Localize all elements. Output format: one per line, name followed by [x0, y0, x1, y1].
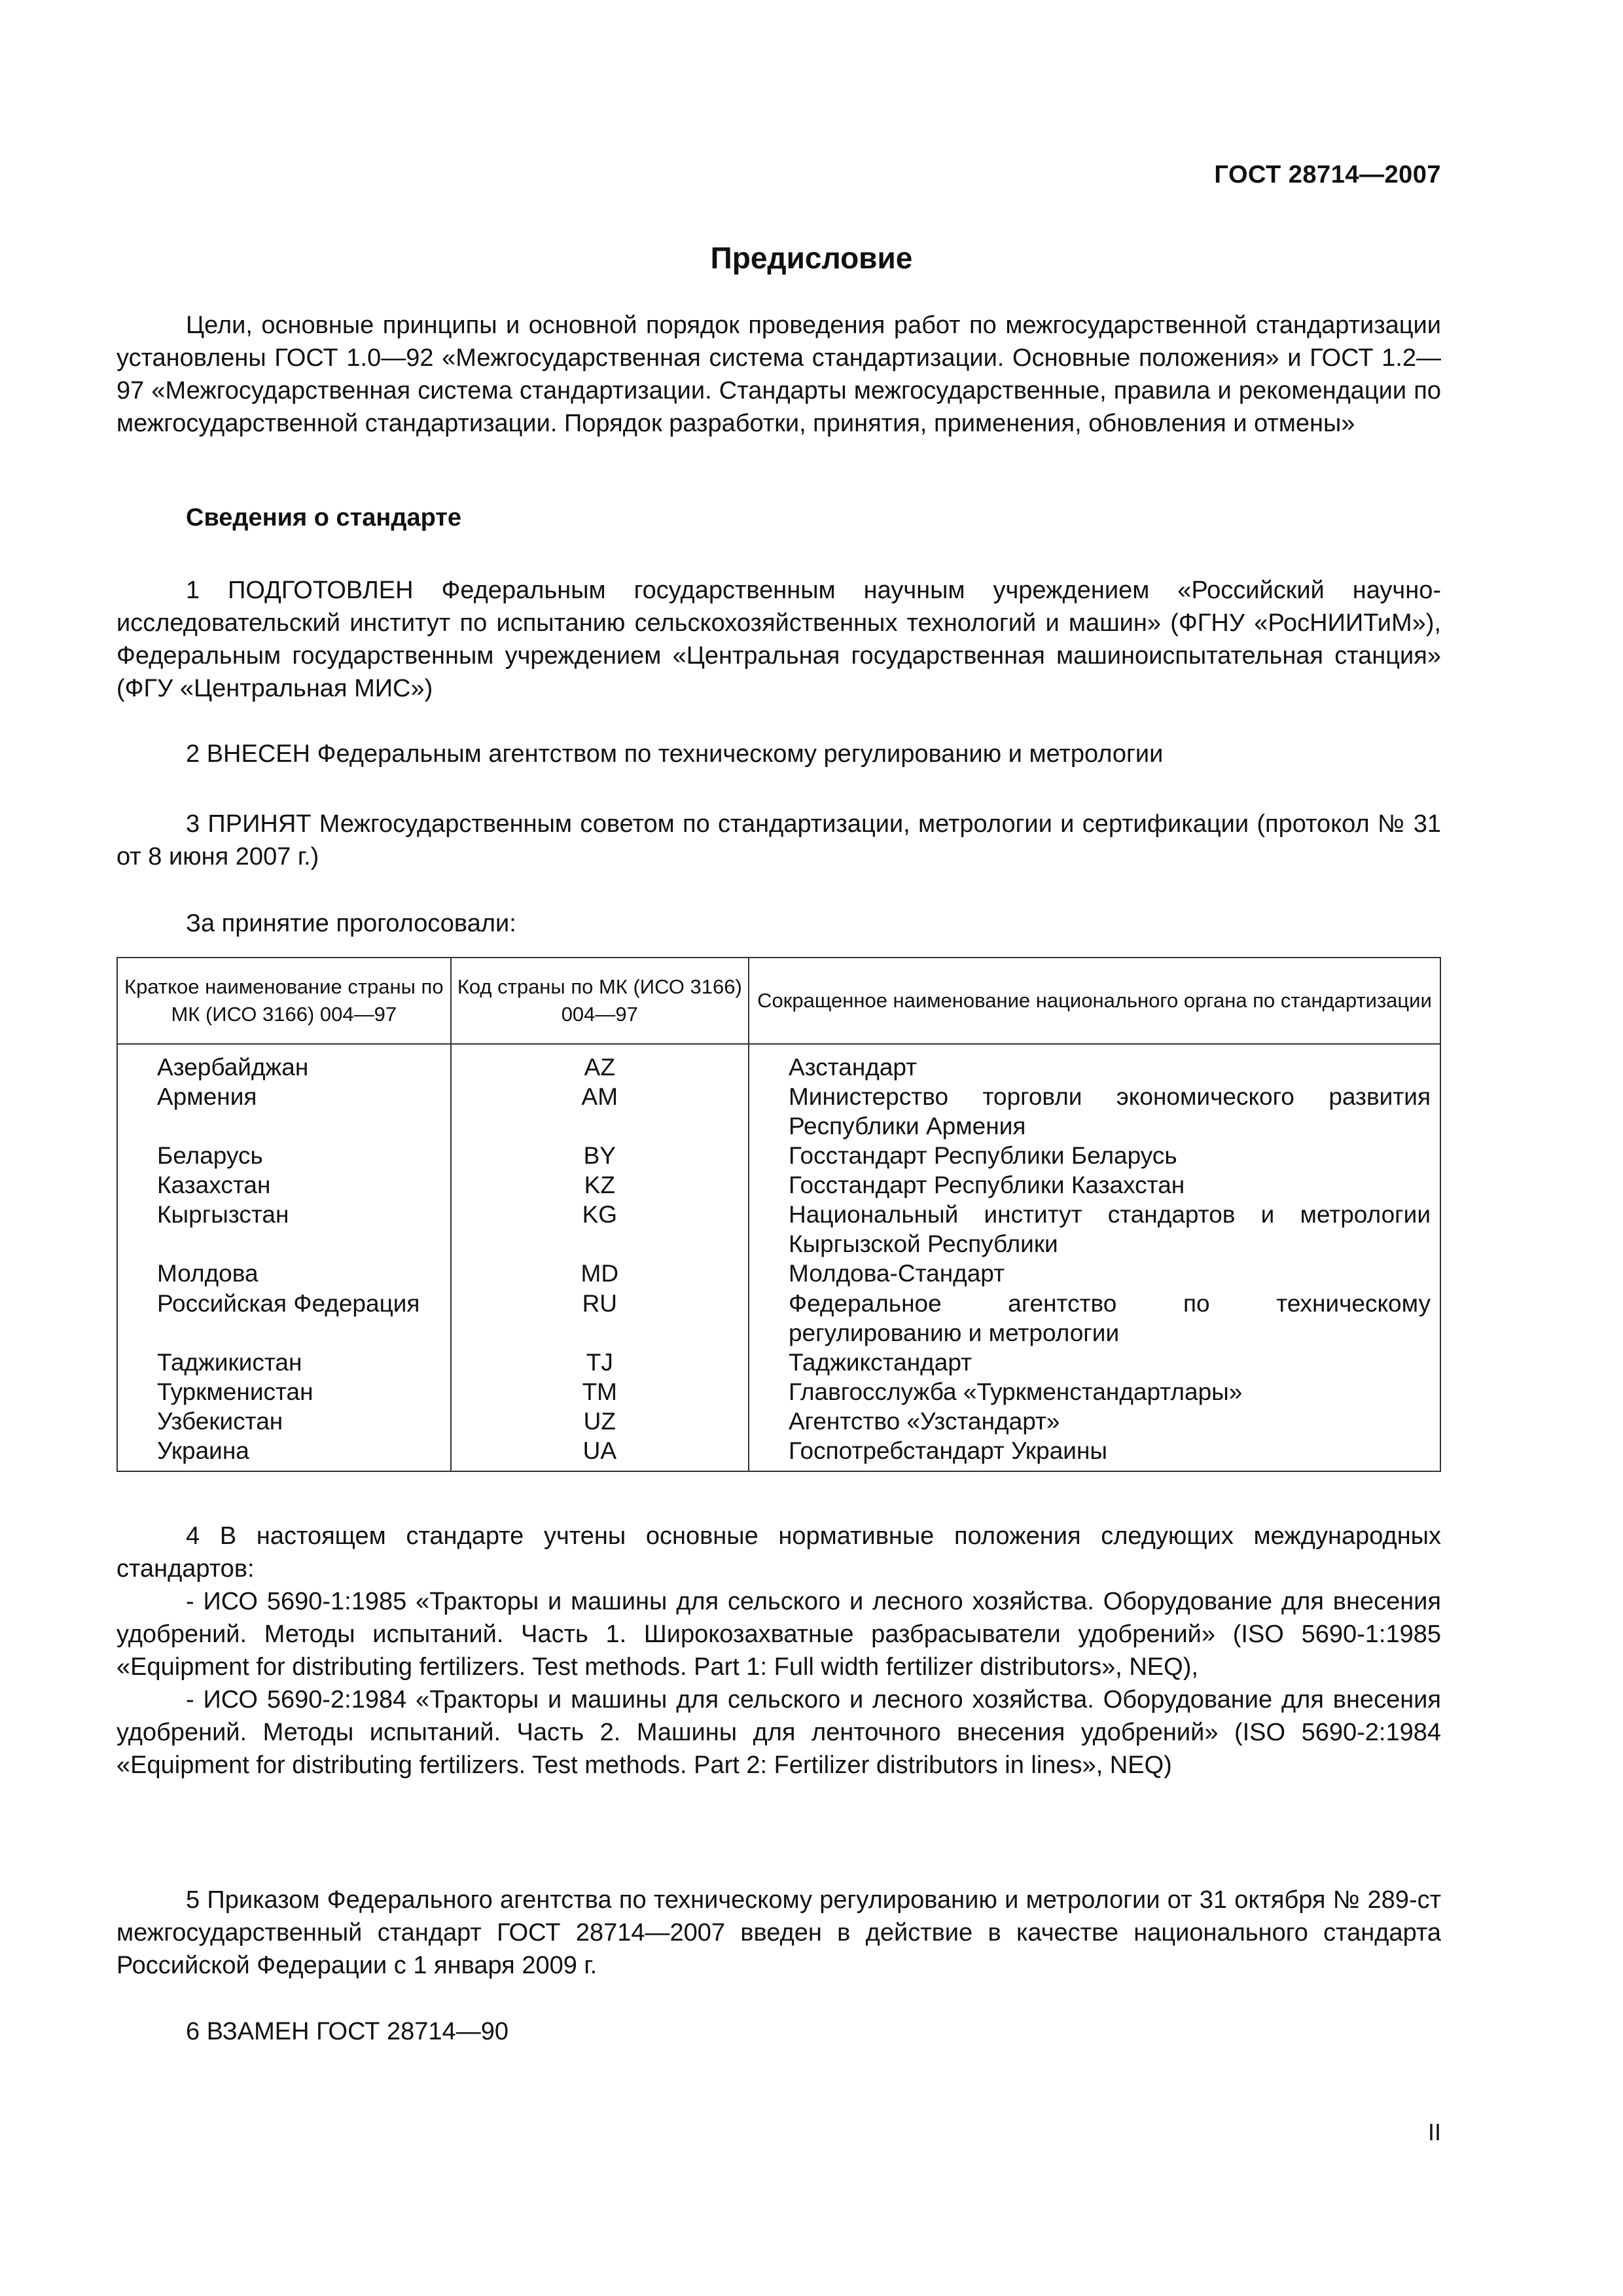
table-row — [117, 1407, 1440, 1436]
table-row — [117, 1170, 1440, 1200]
body-cell: Федеральное агентство по техническому регулированию и метрологии — [749, 1289, 1440, 1348]
country-cell: Азербайджан — [117, 1044, 451, 1082]
code-cell: UZ — [451, 1407, 749, 1436]
body-cell: Главгосслужба «Туркменстандартлары» — [749, 1377, 1440, 1407]
country-cell: Таджикистан — [117, 1348, 451, 1377]
code-cell: TJ — [451, 1348, 749, 1377]
item-5-paragraph — [116, 1884, 1441, 1982]
table-row — [117, 1082, 1440, 1141]
body-cell: Госпотребстандарт Украины — [749, 1436, 1440, 1471]
table-row — [117, 1141, 1440, 1170]
country-cell: Туркменистан — [117, 1377, 451, 1407]
item-3-paragraph — [116, 808, 1441, 873]
item-4-lead: 4 В настоящем стандарте учтены основные нормативные положения следующих международных стандартов: — [116, 1522, 1441, 1583]
column-header-country: Краткое наименование страны по МК (ИСО 3166) 004—97 — [117, 958, 451, 1044]
code-cell: TM — [451, 1377, 749, 1407]
item-4-paragraph — [116, 1520, 1441, 1782]
table-row — [117, 1289, 1440, 1348]
code-cell: KZ — [451, 1170, 749, 1200]
intro-paragraph — [116, 309, 1441, 440]
page-number: II — [1427, 2119, 1441, 2145]
intro-text: Цели, основные принципы и основной порядок проведения работ по межгосударственной стандартизации установлены ГОСТ 1.0—92 «Межгосударственная система стандартизации. Основные положения» и ГОСТ 1.2—97 «Межгосударственная система стандартизации. Стандарты межгосударственные, правила и рекомендации по межгосударственной стандартизации. Порядок разработки, принятия, применения, обновления и отмены» — [116, 312, 1441, 437]
country-cell: Беларусь — [117, 1141, 451, 1170]
country-cell: Молдова — [117, 1259, 451, 1288]
column-header-code: Код страны по МК (ИСО 3166) 004—97 — [451, 958, 749, 1044]
item-2-paragraph — [116, 738, 1441, 770]
body-cell: Министерство торговли экономического развития Республики Армения — [749, 1082, 1440, 1141]
item-1-text: 1 ПОДГОТОВЛЕН Федеральным государственным научным учреждением «Российский научно-исследовательский институт по испытанию сельскохозяйственных технологий и машин» (ФГНУ «РосНИИТиМ»), Федеральным государственным учреждением «Центральная государственная машиноиспытательная станция» (ФГУ «Центральная МИС») — [116, 577, 1441, 702]
body-cell: Агентство «Узстандарт» — [749, 1407, 1440, 1436]
code-cell: MD — [451, 1259, 749, 1288]
page-title: Предисловие — [710, 241, 913, 275]
body-cell: Азстандарт — [749, 1044, 1440, 1082]
voting-countries-table — [116, 957, 1441, 1472]
body-cell: Госстандарт Республики Беларусь — [749, 1141, 1440, 1170]
table-row — [117, 1377, 1440, 1407]
item-2-text: 2 ВНЕСЕН Федеральным агентством по техническому регулированию и метрологии — [186, 740, 1164, 768]
table-row — [117, 1044, 1440, 1082]
table-row — [117, 1259, 1440, 1288]
country-cell: Кыргызстан — [117, 1200, 451, 1259]
body-cell: Таджикстандарт — [749, 1348, 1440, 1377]
column-header-body: Сокращенное наименование национального органа по стандартизации — [749, 958, 1440, 1044]
document-code-header: ГОСТ 28714—2007 — [1214, 161, 1441, 188]
item-3-text: 3 ПРИНЯТ Межгосударственным советом по стандартизации, метрологии и сертификации (протокол № 31 от 8 июня 2007 г.) — [116, 810, 1441, 870]
item-1-paragraph — [116, 574, 1441, 705]
code-cell: AM — [451, 1082, 749, 1141]
code-cell: BY — [451, 1141, 749, 1170]
country-cell: Украина — [117, 1436, 451, 1471]
standard-info-heading: Сведения о стандарте — [186, 504, 462, 531]
country-cell: Армения — [117, 1082, 451, 1141]
code-cell: KG — [451, 1200, 749, 1259]
code-cell: AZ — [451, 1044, 749, 1082]
country-cell: Узбекистан — [117, 1407, 451, 1436]
body-cell: Госстандарт Республики Казахстан — [749, 1170, 1440, 1200]
country-cell: Казахстан — [117, 1170, 451, 1200]
body-cell: Национальный институт стандартов и метрологии Кыргызской Республики — [749, 1200, 1440, 1259]
item-6-text: 6 ВЗАМЕН ГОСТ 28714—90 — [186, 2018, 508, 2045]
item-4-ref-1: - ИСО 5690-1:1985 «Тракторы и машины для сельского и лесного хозяйства. Оборудование для внесения удобрений. Методы испытаний. Часть 1. Широкозахватные разбрасыватели удобрений» (ISO 5690-1:1985 «Equipment for distributing fertilizers. Test methods. Part 1: Full width fertilizer distributors», NEQ), — [116, 1588, 1441, 1681]
code-cell: UA — [451, 1436, 749, 1471]
table-header-row — [117, 958, 1440, 1044]
table-row — [117, 1200, 1440, 1259]
table-row — [117, 1436, 1440, 1471]
voted-label: За принятие проголосовали: — [186, 910, 516, 937]
item-5-text: 5 Приказом Федерального агентства по техническому регулированию и метрологии от 31 октября № 289-ст межгосударственный стандарт ГОСТ 28714—2007 введен в действие в качестве национального стандарта Российской Федерации с 1 января 2009 г. — [116, 1886, 1441, 1979]
code-cell: RU — [451, 1289, 749, 1348]
body-cell: Молдова-Стандарт — [749, 1259, 1440, 1288]
item-4-ref-2: - ИСО 5690-2:1984 «Тракторы и машины для сельского и лесного хозяйства. Оборудование для внесения удобрений. Методы испытаний. Часть 2. Машины для ленточного внесения удобрений» (ISO 5690-2:1984 «Equipment for distributing fertilizers. Test methods. Part 2: Fertilizer distributors in lines», NEQ) — [116, 1686, 1441, 1779]
country-cell: Российская Федерация — [117, 1289, 451, 1348]
table-row — [117, 1348, 1440, 1377]
